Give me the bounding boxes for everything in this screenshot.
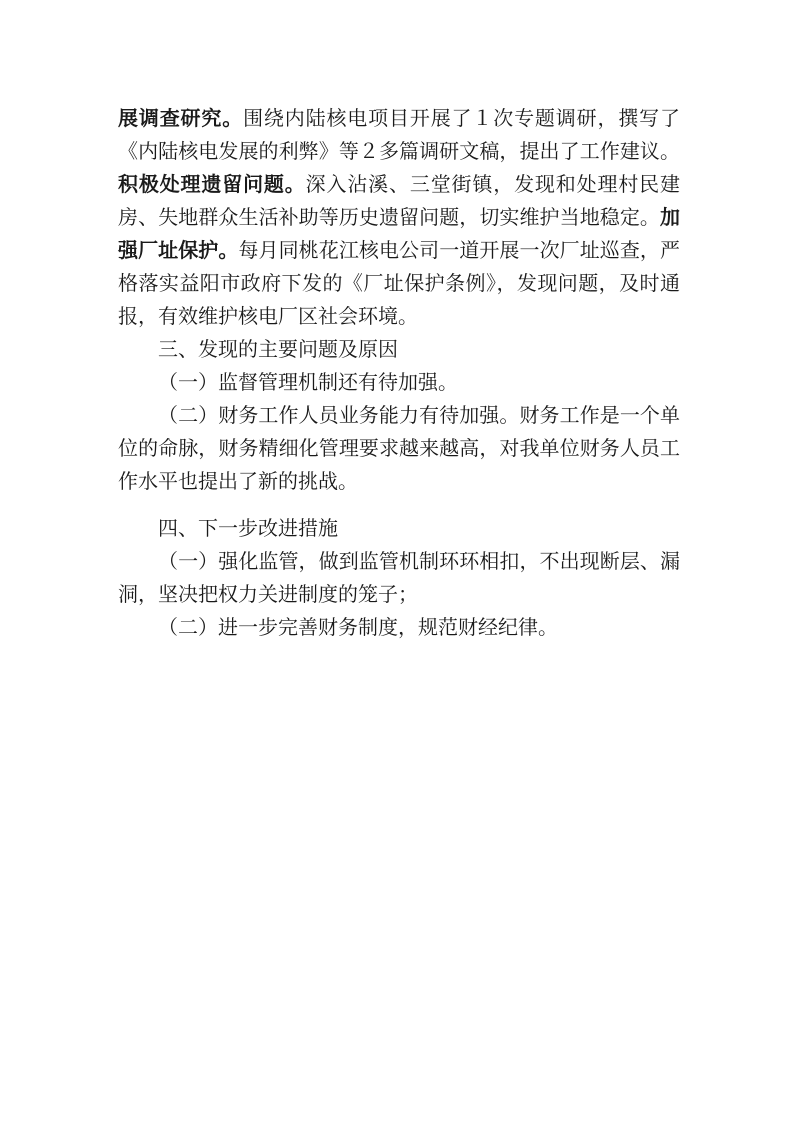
problem-item-2: （二）财务工作人员业务能力有待加强。财务工作是一个单位的命脉，财务精细化管理要求越来越高，对我单位财务人员工作水平也提出了新的挑战。 [118, 403, 680, 493]
paragraph-work-summary [118, 102, 680, 333]
bold-phrase-legacy-issues: 积极处理遗留问题。 [118, 172, 306, 196]
text-research-detail: 围绕内陆核电项目开展了１次专题调研，撰写了《内陆核电发展的利弊》等２多篇调研文稿，提出了工作建议。 [118, 106, 681, 163]
text-site-protection-detail: 每月同桃花江核电公司一道开展一次厂址巡查，严格落实益阳市政府下发的《厂址保护条例》，发现问题，及时通报，有效维护核电厂区社会环境。 [118, 238, 681, 328]
problem-item-1: （一）监督管理机制还有待加强。 [158, 370, 458, 394]
section-heading-improvements: 四、下一步改进措施 [158, 516, 338, 540]
improvement-item-1: （一）强化监管，做到监管机制环环相扣，不出现断层、漏洞，坚决把权力关进制度的笼子； [118, 549, 680, 606]
section-heading-problems: 三、发现的主要问题及原因 [158, 337, 398, 361]
bold-phrase-site-protection: 加强厂址保护。 [118, 205, 680, 262]
improvement-item-2: （二）进一步完善财务制度，规范财经纪律。 [158, 615, 558, 639]
text-legacy-issues-detail: 深入沾溪、三堂街镇，发现和处理村民建房、失地群众生活补助等历史遗留问题，切实维护当地稳定。 [118, 172, 681, 229]
bold-phrase-research: 展调查研究。 [118, 106, 244, 130]
document-body [118, 102, 680, 644]
